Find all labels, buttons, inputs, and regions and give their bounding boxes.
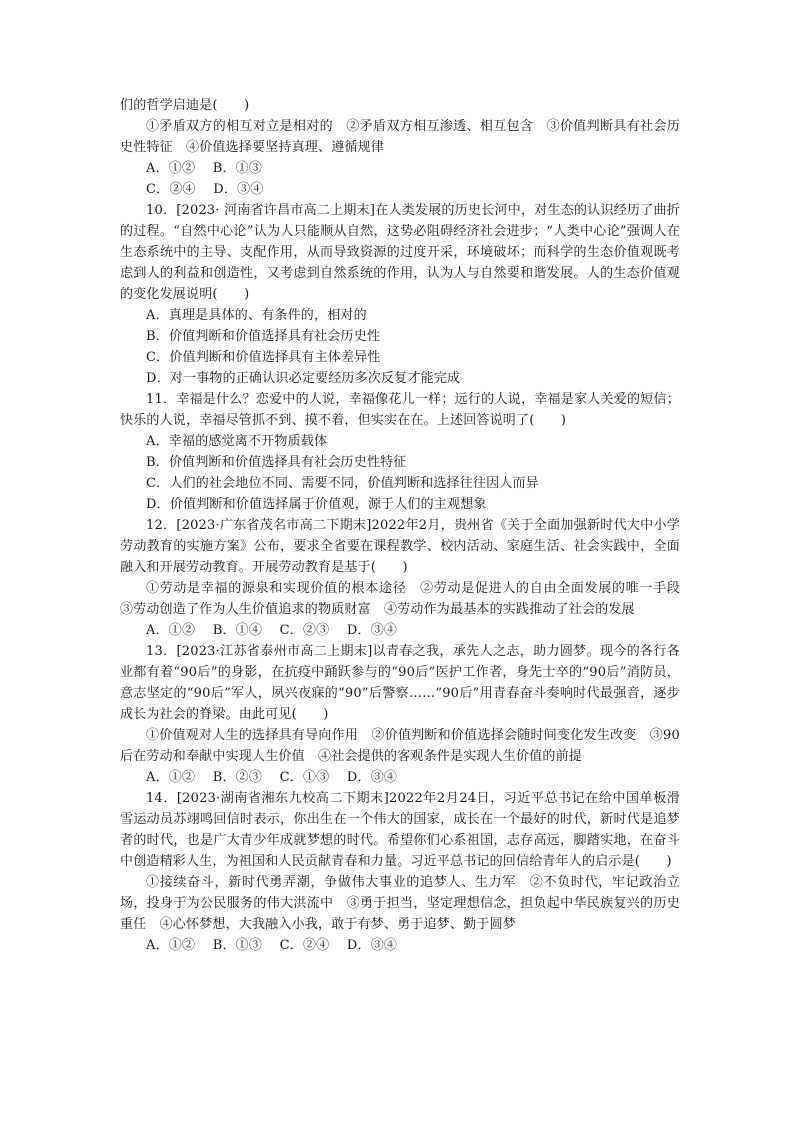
q10-option-b: B．价值判断和价值选择具有社会历史性: [146, 329, 381, 344]
q11-option-d: D．价值判断和价值选择属于价值观，源于人们的主观想象: [146, 497, 487, 512]
q10-option-d: D．对一事物的正确认识必定要经历多次反复才能完成: [146, 371, 461, 386]
q9-options-row-2: C．②④ D．③④: [146, 182, 264, 197]
q14-options: A．①② B．①③ C．②④ D．③④: [146, 938, 398, 953]
q10-stem: 10．[2023· 河南省许昌市高二上期末]在人类发展的历史长河中，对生态的认识经历了曲折的过程。“自然中心论”认为人只能顺从自然，这势必阻碍经济社会进步；“人类中心论”强调人在生态系统中的主导、支配作用，从而导致资源的过度开采，环境破坏；而科学的生态价值观既考虑到人的利益和创造性，又考虑到自然系统的作用，认为人与自然要和谐发展。人的生态价值观的变化发展说明( ): [120, 203, 680, 302]
q11-option-c: C．人们的社会地位不同、需要不同，价值判断和选择往往因人而异: [146, 476, 539, 491]
q13-statements: ①价值观对人生的选择具有导向作用 ②价值判断和价值选择会随时间变化发生改变 ③90后在劳动和奉献中实现人生价值 ④社会提供的客观条件是实现人生价值的前提: [120, 728, 680, 764]
q9-statements: ①矛盾双方的相互对立是相对的 ②矛盾双方相互渗透、相互包含 ③价值判断具有社会历史性特征 ④价值选择要坚持真理、遵循规律: [120, 119, 680, 155]
q11-option-b: B．价值判断和价值选择具有社会历史性特征: [146, 455, 407, 470]
q10-option-c: C．价值判断和价值选择具有主体差异性: [146, 350, 381, 365]
q10-option-a: A．真理是具体的、有条件的，相对的: [146, 308, 367, 323]
q9-stem-continuation: 们的哲学启迪是( ): [120, 98, 250, 113]
q13-stem: 13．[2023·江苏省泰州市高二上期末]以青春之我，承先人之志，助力圆梦。现今的各行各业都有着“90后”的身影，在抗疫中踊跃参与的“90后”医护工作者，身先士卒的“90后”消防员，意志坚定的“90后”军人，夙兴夜寐的“90”后警察……“90后”用青春奋斗奏响时代最强音，逐步成长为社会的脊梁。由此可见( ): [120, 644, 680, 722]
q11-stem: 11．幸福是什么？恋爱中的人说，幸福像花儿一样；远行的人说，幸福是家人关爱的短信；快乐的人说，幸福尽管抓不到、摸不着，但实实在在。上述回答说明了( ): [120, 392, 680, 428]
q14-statements: ①接续奋斗，新时代勇弄潮，争做伟大事业的追梦人、生力军 ②不负时代，牢记政治立场，投身于为公民服务的伟大洪流中 ③勇于担当，坚定理想信念，担负起中华民族复兴的历史重任 ④心怀梦想，大我融入小我，敢于有梦、勇于追梦、勤于圆梦: [120, 875, 680, 932]
q12-statements: ①劳动是幸福的源泉和实现价值的根本途径 ②劳动是促进人的自由全面发展的唯一手段 ③劳动创造了作为人生价值追求的物质财富 ④劳动作为最基本的实践推动了社会的发展: [120, 581, 694, 617]
q11-option-a: A．幸福的感觉离不开物质载体: [146, 434, 328, 449]
q12-options: A．①② B．①④ C．②③ D．③④: [146, 623, 398, 638]
exam-page: [120, 95, 694, 956]
q14-stem: 14．[2023·湖南省湘东九校高二下期末]2022年2月24日，习近平总书记在给中国单板滑雪运动员苏翊鸣回信时表示，你出生在一个伟大的国家，成长在一个最好的时代，新时代是追梦者的时代，也是广大青少年成就梦想的时代。希望你们心系祖国，志存高远，脚踏实地，在奋斗中创造精彩人生，为祖国和人民贡献青春和力量。习近平总书记的回信给青年人的启示是( ): [120, 791, 680, 869]
q9-options-row-1: A．①② B．①③: [146, 161, 263, 176]
q12-stem: 12．[2023·广东省茂名市高二下期末]2022年2月，贵州省《关于全面加强新时代大中小学劳动教育的实施方案》公布，要求全省要在课程教学、校内活动、家庭生活、社会实践中，全面融入和开展劳动教育。开展劳动教育是基于( ): [120, 518, 680, 575]
q13-options: A．①② B．②③ C．①③ D．③④: [146, 770, 398, 785]
